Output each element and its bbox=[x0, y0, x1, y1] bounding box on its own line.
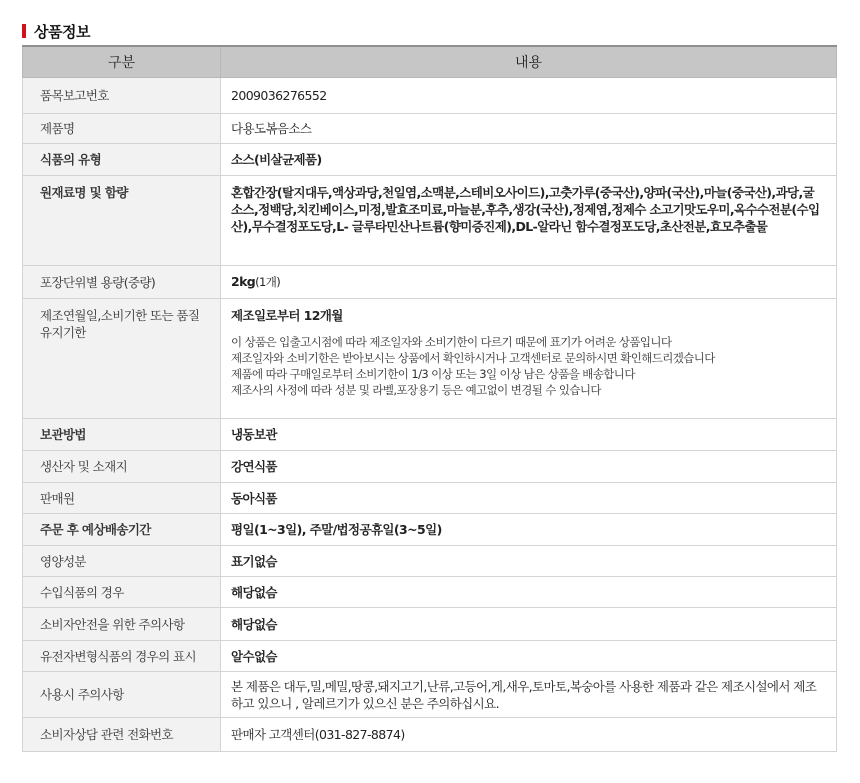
row-label: 소비자상담 관련 전화번호 bbox=[23, 718, 221, 752]
expiry-notes bbox=[231, 334, 824, 398]
table-row bbox=[23, 114, 837, 144]
row-value: 냉동보관 bbox=[221, 419, 837, 451]
table-row bbox=[23, 266, 837, 299]
table-row bbox=[23, 546, 837, 577]
row-value: 표기없슴 bbox=[221, 546, 837, 577]
row-label: 원재료명 및 함량 bbox=[23, 176, 221, 266]
table-row bbox=[23, 419, 837, 451]
note-line: 제조사의 사정에 따라 성분 및 라벨,포장용기 등은 예고없이 변경될 수 있습니다 bbox=[231, 383, 601, 397]
row-value: 동아식품 bbox=[221, 483, 837, 514]
row-label: 식품의 유형 bbox=[23, 144, 221, 176]
table-row bbox=[23, 144, 837, 176]
row-value: 소스(비살균제품) bbox=[221, 144, 837, 176]
expiry-value: 제조일로부터 12개월 bbox=[231, 308, 343, 323]
row-label: 포장단위별 용량(중량) bbox=[23, 266, 221, 299]
table-row bbox=[23, 641, 837, 672]
row-label: 보관방법 bbox=[23, 419, 221, 451]
table-row bbox=[23, 577, 837, 608]
row-label: 생산자 및 소재지 bbox=[23, 451, 221, 483]
row-label: 사용시 주의사항 bbox=[23, 672, 221, 718]
table-row bbox=[23, 672, 837, 718]
row-label: 판매원 bbox=[23, 483, 221, 514]
table-row bbox=[23, 176, 837, 266]
row-value: 본 제품은 대두,밀,메밀,땅콩,돼지고기,난류,고등어,게,새우,토마토,복숭아를 사용한 제품과 같은 제조시설에서 제조하고 있으니 , 알레르기가 있으신 분은 주의하십시요. bbox=[221, 672, 837, 718]
table-row bbox=[23, 451, 837, 483]
row-value: 혼합간장(탈지대두,액상과당,천일염,소맥분,스테비오사이드),고춧가루(중국산),양파(국산),마늘(중국산),과당,굴소스,정백당,치킨베이스,미정,발효조미료,마늘분,후추,생강(국산),정제염,정제수 소고기맛도우미,옥수수전분(수입산),무수결정포도당,L- 글루타민산나트륨(향미증진제),DL-알라닌 함수결정포도당,초산전분,효모추출물 bbox=[221, 176, 837, 266]
table-row bbox=[23, 514, 837, 546]
row-label: 제품명 bbox=[23, 114, 221, 144]
row-label: 소비자안전을 위한 주의사항 bbox=[23, 608, 221, 641]
capacity-value: 2kg bbox=[231, 274, 256, 289]
row-label: 제조연월일,소비기한 또는 품질유지기한 bbox=[23, 299, 221, 419]
table-row bbox=[23, 299, 837, 419]
row-value: 다용도볶음소스 bbox=[221, 114, 837, 144]
row-label: 수입식품의 경우 bbox=[23, 577, 221, 608]
row-value bbox=[221, 299, 837, 419]
note-line: 제품에 따라 구매일로부터 소비기한이 1/3 이상 또는 3일 이상 남은 상품을 배송합니다 bbox=[231, 367, 635, 381]
capacity-unit: (1개) bbox=[255, 275, 281, 289]
row-value: 판매자 고객센터(031-827-8874) bbox=[221, 718, 837, 752]
header-value: 내용 bbox=[221, 46, 837, 78]
row-label: 주문 후 예상배송기간 bbox=[23, 514, 221, 546]
section-title: 상품정보 bbox=[34, 22, 90, 41]
table-row bbox=[23, 608, 837, 641]
section-marker bbox=[22, 24, 26, 38]
table-header-row bbox=[23, 46, 837, 78]
row-value: 2009036276552 bbox=[221, 78, 837, 114]
row-label: 품목보고번호 bbox=[23, 78, 221, 114]
row-value: 평일(1~3일), 주말/법정공휴일(3~5일) bbox=[221, 514, 837, 546]
row-label: 영양성분 bbox=[23, 546, 221, 577]
row-value bbox=[221, 266, 837, 299]
row-value: 해당없슴 bbox=[221, 577, 837, 608]
header-label: 구분 bbox=[23, 46, 221, 78]
note-line: 이 상품은 입출고시점에 따라 제조일자와 소비기한이 다르기 때문에 표기가 어려운 상품입니다 bbox=[231, 335, 672, 349]
note-line: 제조일자와 소비기한은 받아보시는 상품에서 확인하시거나 고객센터로 문의하시면 확인해드리겠습니다 bbox=[231, 351, 715, 365]
row-label: 유전자변형식품의 경우의 표시 bbox=[23, 641, 221, 672]
table-row bbox=[23, 483, 837, 514]
product-info-table bbox=[22, 45, 837, 752]
row-value: 알수없슴 bbox=[221, 641, 837, 672]
row-value: 강연식품 bbox=[221, 451, 837, 483]
row-value: 해당없슴 bbox=[221, 608, 837, 641]
table-row bbox=[23, 718, 837, 752]
section-header bbox=[22, 18, 90, 44]
table-row bbox=[23, 78, 837, 114]
